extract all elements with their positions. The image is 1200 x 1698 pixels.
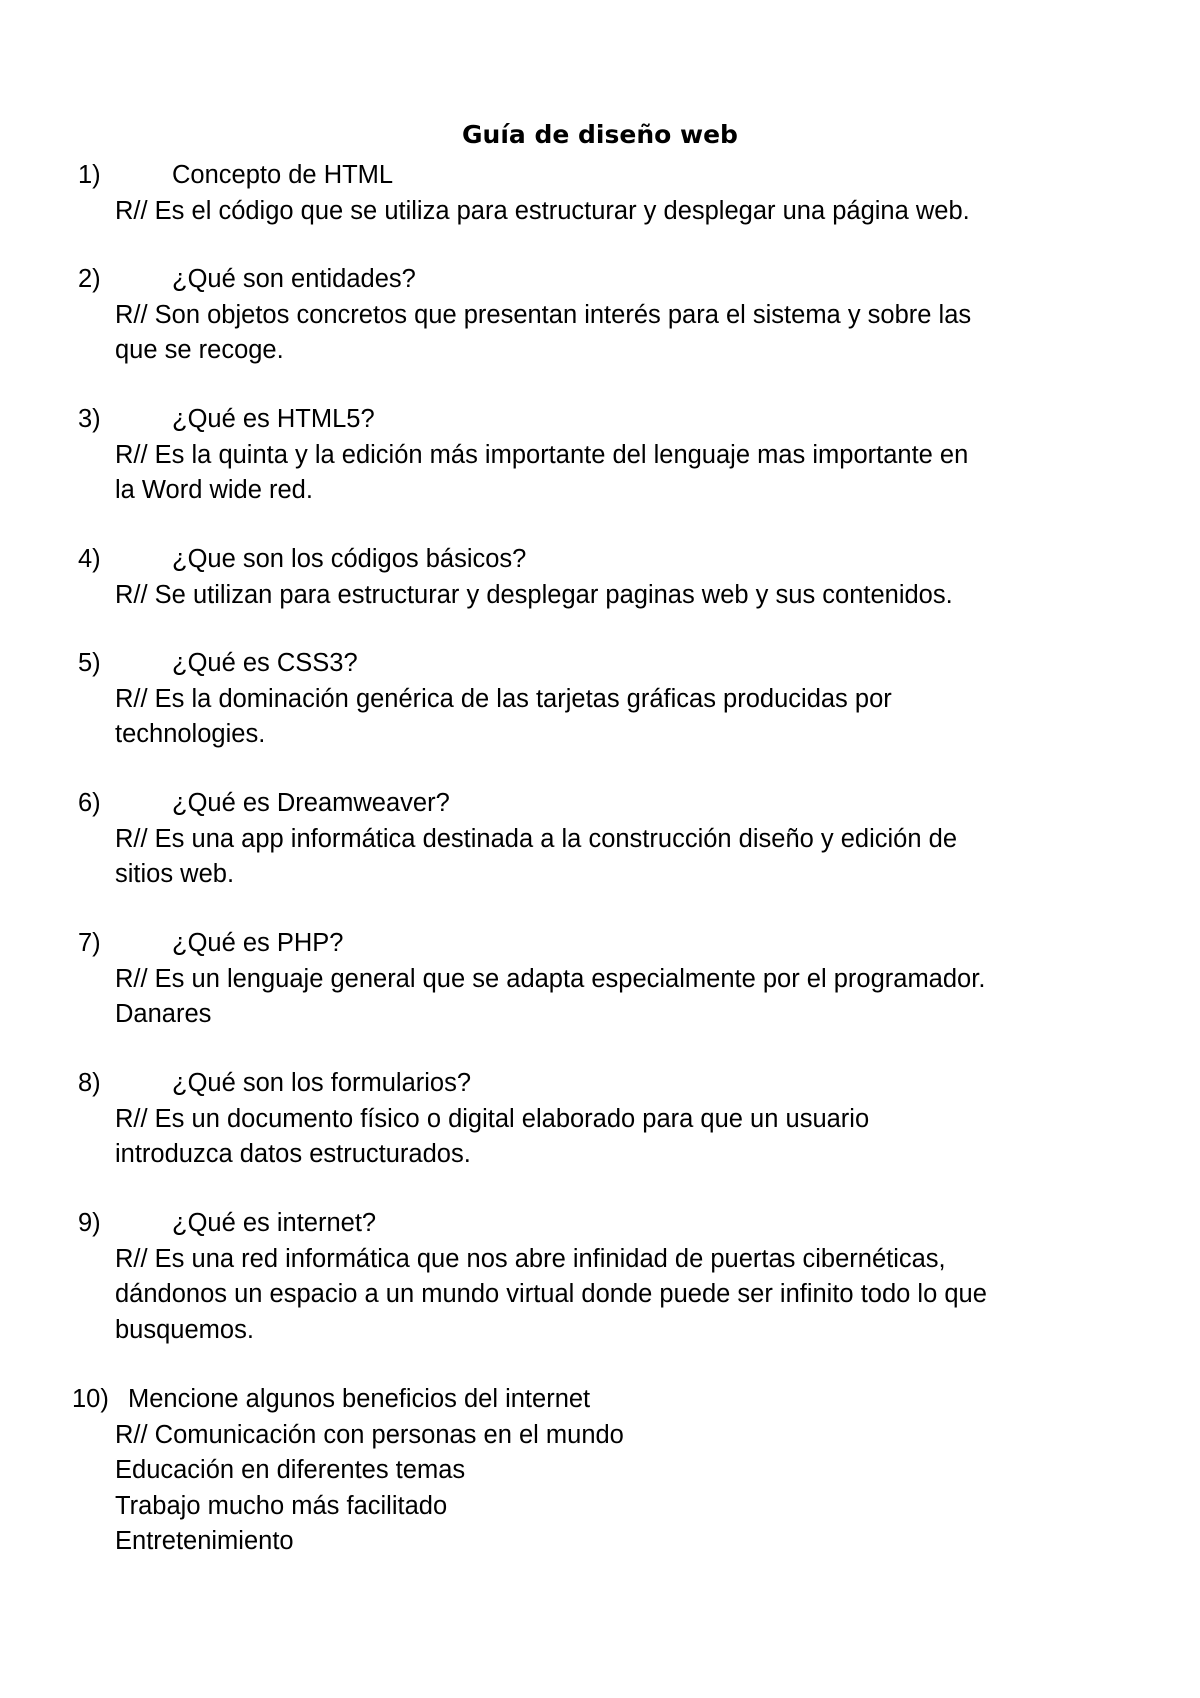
question-block-3 — [0, 402, 1200, 509]
answer-line: R// Es una red informática que nos abre infinidad de puertas cibernéticas, — [115, 1244, 946, 1273]
answer-line: R// Es un documento físico o digital elaborado para que un usuario — [115, 1104, 870, 1133]
question-text: ¿Qué es PHP? — [172, 929, 344, 957]
question-block-7 — [0, 926, 1200, 1033]
question-block-9 — [0, 1206, 1200, 1348]
answer — [115, 1102, 1115, 1173]
question-line — [0, 786, 1200, 822]
question-line — [0, 646, 1200, 682]
answer-line: R// Son objetos concretos que presentan interés para el sistema y sobre las — [115, 300, 972, 329]
question-line — [0, 402, 1200, 438]
answer-line: R// Es la dominación genérica de las tarjetas gráficas producidas por — [115, 684, 892, 713]
question-line — [0, 542, 1200, 578]
question-text: ¿Qué es Dreamweaver? — [172, 789, 450, 817]
answer — [115, 578, 1115, 614]
question-text: Concepto de HTML — [172, 161, 394, 189]
question-line — [0, 1382, 1200, 1418]
answer-line: R// Se utilizan para estructurar y desplegar paginas web y sus contenidos. — [115, 580, 953, 609]
answer-line: sitios web. — [115, 860, 235, 888]
question-number: 1) — [78, 161, 101, 189]
question-block-4 — [0, 542, 1200, 613]
answer-line: R// Comunicación con personas en el mundo — [115, 1420, 624, 1449]
answer — [115, 822, 1115, 893]
answer — [115, 438, 1115, 509]
question-number: 7) — [78, 929, 101, 957]
question-line — [0, 1206, 1200, 1242]
answer — [115, 1242, 1115, 1349]
answer-line: R// Es un lenguaje general que se adapta especialmente por el programador. — [115, 964, 986, 993]
question-text: ¿Qué son entidades? — [172, 265, 416, 293]
answer-line: introduzca datos estructurados. — [115, 1140, 471, 1168]
answer — [115, 1418, 1115, 1560]
answer-line: R// Es el código que se utiliza para estructurar y desplegar una página web. — [115, 196, 970, 225]
question-block-8 — [0, 1066, 1200, 1173]
answer-line: technologies. — [115, 720, 266, 748]
question-text: ¿Que son los códigos básicos? — [172, 545, 527, 573]
question-number: 2) — [78, 265, 101, 293]
question-text: ¿Qué son los formularios? — [172, 1069, 472, 1097]
question-number: 8) — [78, 1069, 101, 1097]
answer-line: Entretenimiento — [115, 1527, 294, 1555]
question-number: 5) — [78, 649, 101, 677]
question-block-2 — [0, 262, 1200, 369]
answer — [115, 682, 1115, 753]
answer-line: dándonos un espacio a un mundo virtual donde puede ser infinito todo lo que — [115, 1280, 987, 1308]
question-text: ¿Qué es CSS3? — [172, 649, 358, 677]
document-title: Guía de diseño web — [462, 120, 738, 149]
answer-line: Trabajo mucho más facilitado — [115, 1491, 448, 1520]
answer — [115, 194, 1115, 230]
question-number: 6) — [78, 789, 101, 817]
answer-line: R// Es una app informática destinada a la construcción diseño y edición de — [115, 824, 957, 853]
answer-line: la Word wide red. — [115, 476, 313, 504]
question-text: ¿Qué es HTML5? — [172, 405, 375, 433]
answer-line: busquemos. — [115, 1315, 254, 1344]
question-line — [0, 262, 1200, 298]
question-number: 4) — [78, 545, 101, 573]
answer-line: que se recoge. — [115, 336, 284, 364]
question-text: Mencione algunos beneficios del internet — [128, 1385, 591, 1413]
answer-line: R// Es la quinta y la edición más importante del lenguaje mas importante en — [115, 440, 969, 469]
question-block-5 — [0, 646, 1200, 753]
question-line — [0, 926, 1200, 962]
answer — [115, 962, 1115, 1033]
question-block-1 — [0, 158, 1200, 229]
question-number: 9) — [78, 1209, 101, 1237]
answer-line: Educación en diferentes temas — [115, 1456, 466, 1484]
question-line — [0, 158, 1200, 194]
answer — [115, 298, 1115, 369]
question-text: ¿Qué es internet? — [172, 1209, 377, 1237]
question-block-10 — [0, 1382, 1200, 1560]
question-number: 10) — [72, 1385, 109, 1413]
question-line — [0, 1066, 1200, 1102]
answer-line: Danares — [115, 1000, 212, 1028]
question-block-6 — [0, 786, 1200, 893]
question-number: 3) — [78, 405, 101, 433]
